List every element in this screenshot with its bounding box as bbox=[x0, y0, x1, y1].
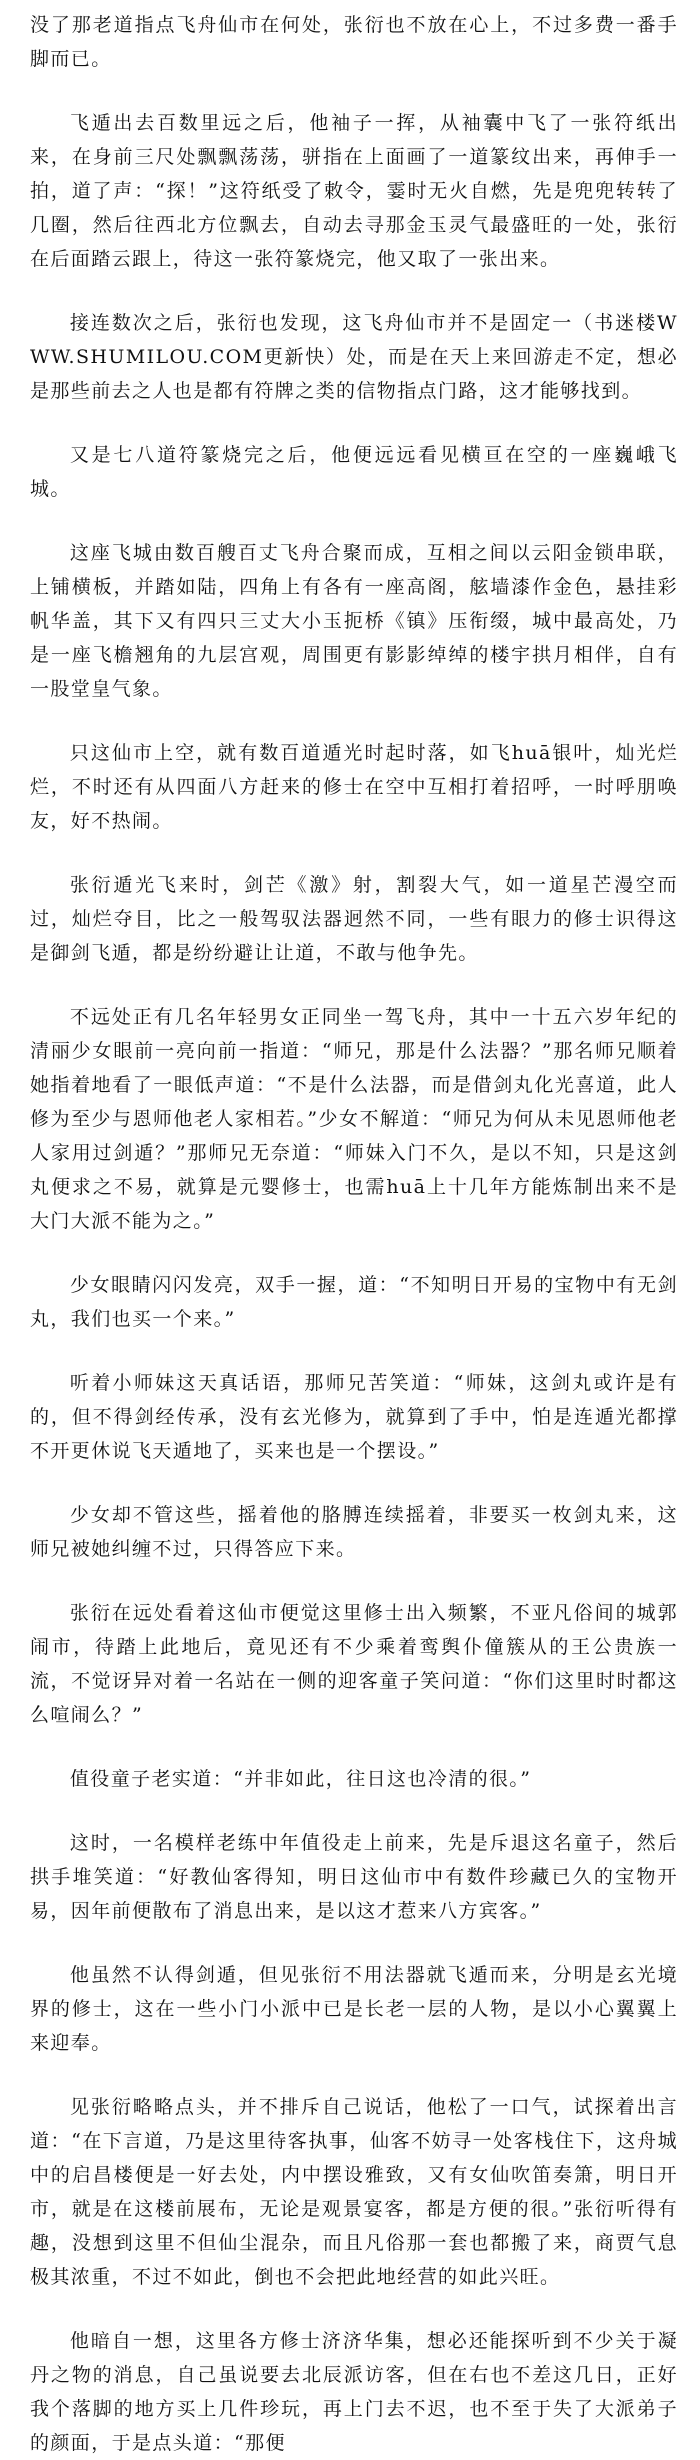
paragraph: 接连数次之后，张衍也发现，这飞舟仙市并不是固定一（书迷楼WWW.SHUMILOU.COM更新快）处，而是在天上来回游走不定，想必是那些前去之人也是都有符牌之类的信物指点门路，这才能够找到。 bbox=[30, 312, 678, 402]
paragraph: 张衍在远处看着这仙市便觉这里修士出入频繁，不亚凡俗间的城郭闹市，待踏上此地后，竟见还有不少乘着鸾舆仆僮簇从的王公贵族一流，不觉讶异对着一名站在一侧的迎客童子笑问道：“你们这里时时都这么喧闹么？” bbox=[30, 1602, 678, 1726]
paragraph: 又是七八道符篆烧完之后，他便远远看见横亘在空的一座巍峨飞城。 bbox=[30, 444, 678, 500]
paragraph: 他虽然不认得剑遁，但见张衍不用法器就飞遁而来，分明是玄光境界的修士，这在一些小门小派中已是长老一层的人物，是以小心翼翼上来迎奉。 bbox=[30, 1964, 678, 2054]
paragraph: 少女却不管这些，摇着他的胳膊连续摇着，非要买一枚剑丸来，这师兄被她纠缠不过，只得答应下来。 bbox=[30, 1504, 678, 1560]
paragraph: 少女眼睛闪闪发亮，双手一握，道：“不知明日开易的宝物中有无剑丸，我们也买一个来。” bbox=[30, 1274, 678, 1330]
paragraph: 只这仙市上空，就有数百道遁光时起时落，如飞huā银叶，灿光烂烂，不时还有从四面八方赶来的修士在空中互相打着招呼，一时呼朋唤友，好不热闹。 bbox=[30, 742, 678, 832]
paragraph: 飞遁出去百数里远之后，他袖子一挥，从袖囊中飞了一张符纸出来，在身前三尺处飘飘荡荡，骈指在上面画了一道篆纹出来，再伸手一拍，道了声：“探！”这符纸受了敕令，霎时无火自燃，先是兜兜转转了几圈，然后往西北方位飘去，自动去寻那金玉灵气最盛旺的一处，张衍在后面踏云跟上，待这一张符篆烧完，他又取了一张出来。 bbox=[30, 112, 678, 270]
paragraph: 没了那老道指点飞舟仙市在何处，张衍也不放在心上，不过多费一番手脚而已。 bbox=[30, 14, 678, 70]
paragraph: 见张衍略略点头，并不排斥自己说话，他松了一口气，试探着出言道：“在下言道，乃是这里待客执事，仙客不妨寻一处客栈住下，这舟城中的启昌楼便是一好去处，内中摆设雅致，又有女仙吹笛奏箫，明日开市，就是在这楼前展布，无论是观景宴客，都是方便的很。”张衍听得有趣，没想到这里不但仙尘混杂，而且凡俗那一套也都搬了来，商贾气息极其浓重，不过不如此，倒也不会把此地经营的如此兴旺。 bbox=[30, 2096, 678, 2288]
paragraph: 听着小师妹这天真话语，那师兄苦笑道：“师妹，这剑丸或许是有的，但不得剑经传承，没有玄光修为，就算到了手中，怕是连遁光都撑不开更休说飞天遁地了，买来也是一个摆设。” bbox=[30, 1372, 678, 1462]
paragraph: 不远处正有几名年轻男女正同坐一驾飞舟，其中一十五六岁年纪的清丽少女眼前一亮向前一指道：“师兄，那是什么法器？”那名师兄顺着她指着地看了一眼低声道：“不是什么法器，而是借剑丸化光喜道，此人修为至少与恩师他老人家相若。”少女不解道：“师兄为何从未见恩师他老人家用过剑遁？”那师兄无奈道：“师妹入门不久，是以不知，只是这剑丸便求之不易，就算是元婴修士，也需huā上十几年方能炼制出来不是大门大派不能为之。” bbox=[30, 1006, 678, 1232]
paragraph: 这座飞城由数百艘百丈飞舟合聚而成，互相之间以云阳金锁串联，上铺横板，并踏如陆，四角上有各有一座高阁，舷墙漆作金色，悬挂彩帆华盖，其下又有四只三丈大小玉扼桥《镇》压衔缀，城中最高处，乃是一座飞檐翘角的九层宫观，周围更有影影绰绰的楼宇拱月相伴，自有一股堂皇气象。 bbox=[30, 542, 678, 700]
paragraph: 值役童子老实道：“并非如此，往日这也冷清的很。” bbox=[69, 1768, 532, 1790]
paragraph: 这时，一名模样老练中年值役走上前来，先是斥退这名童子，然后拱手堆笑道：“好教仙客得知，明日这仙市中有数件珍藏已久的宝物开易，因年前便散布了消息出来，是以这才惹来八方宾客。” bbox=[30, 1832, 678, 1922]
paragraph: 张衍遁光飞来时，剑芒《激》射，割裂大气，如一道星芒漫空而过，灿烂夺目，比之一般驾驭法器迥然不同，一些有眼力的修士识得这是御剑飞遁，都是纷纷避让让道，不敢与他争先。 bbox=[30, 874, 678, 964]
paragraph: 他暗自一想，这里各方修士济济华集，想必还能探听到不少关于凝丹之物的消息，自己虽说要去北辰派访客，但在右也不差这几日，正好我个落脚的地方买上几件珍玩，再上门去不迟，也不至于失了大派弟子的颜面，于是点头道：“那便 bbox=[30, 2330, 678, 2454]
